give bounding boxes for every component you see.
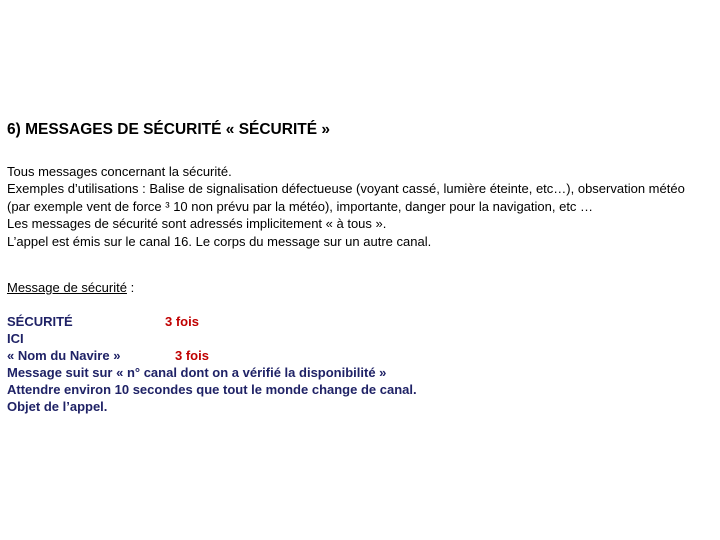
slide-title: 6) MESSAGES DE SÉCURITÉ « SÉCURITÉ » xyxy=(7,121,330,138)
message-line-text: « Nom du Navire » xyxy=(7,348,121,363)
message-line xyxy=(7,381,713,398)
repeat-count: 3 fois xyxy=(165,314,199,329)
message-line-text: SÉCURITÉ xyxy=(7,314,73,329)
message-line-text: Attendre environ 10 secondes que tout le monde change de canal. xyxy=(7,382,417,397)
description-block xyxy=(7,163,709,250)
message-line xyxy=(7,398,713,415)
message-line xyxy=(7,347,713,364)
description-line: L’appel est émis sur le canal 16. Le corps du message sur un autre canal. xyxy=(7,233,432,249)
message-template xyxy=(7,313,713,415)
message-line xyxy=(7,330,713,347)
message-line xyxy=(7,313,713,330)
message-line-text: Objet de l’appel. xyxy=(7,399,108,414)
description-line: Tous messages concernant la sécurité. xyxy=(7,164,232,179)
message-line xyxy=(7,364,713,381)
description-line: Les messages de sécurité sont adressés implicitement « à tous ». xyxy=(7,216,387,232)
message-heading xyxy=(7,280,134,295)
message-line-text: ICI xyxy=(7,331,24,346)
message-heading-label: Message de sécurité xyxy=(7,280,127,295)
message-heading-suffix: : xyxy=(126,280,135,295)
repeat-count: 3 fois xyxy=(175,348,209,363)
message-line-text: Message suit sur « n° canal dont on a vérifié la disponibilité » xyxy=(7,365,387,380)
description-line: Exemples d’utilisations : Balise de signalisation défectueuse (voyant cassé, lumière éteinte, etc…), observation météo (par exemple vent de force ³ 10 non prévu par la météo), importante, danger pour la navigation, etc … xyxy=(7,181,685,214)
